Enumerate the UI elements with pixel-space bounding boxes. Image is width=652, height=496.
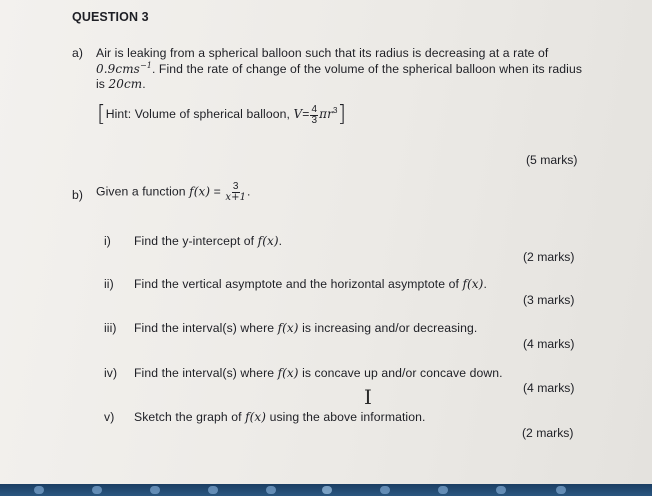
item-v-marks: (2 marks)	[522, 426, 574, 440]
item-v-fx: f(x)	[245, 410, 267, 424]
taskbar-app-icon[interactable]	[266, 486, 276, 494]
function-denominator: x+1	[225, 192, 247, 203]
item-iv-fx: f(x)	[277, 366, 299, 380]
part-a-line3-suffix: .	[142, 77, 146, 91]
text-cursor-icon: I	[364, 385, 372, 409]
taskbar-app-icon[interactable]	[438, 486, 448, 494]
function-numerator: 3	[232, 181, 239, 192]
item-v-post: using the above information.	[266, 410, 426, 424]
item-iv-roman: iv)	[104, 366, 118, 380]
hint-denominator: 3	[311, 114, 318, 126]
part-a-line2-text: . Find the rate of change of the volume of the spherical balloon when its radius	[151, 62, 583, 77]
taskbar-app-icon[interactable]	[556, 486, 566, 494]
taskbar-app-icon[interactable]	[208, 486, 218, 494]
item-iv-marks: (4 marks)	[523, 381, 575, 395]
taskbar	[0, 484, 652, 496]
part-b-eq: =	[210, 184, 225, 199]
item-i-marks: (2 marks)	[523, 250, 575, 264]
item-ii-fx: f(x)	[462, 277, 484, 291]
item-v-pre: Sketch the graph of	[134, 410, 246, 424]
item-iii-roman: iii)	[104, 321, 117, 335]
hint-numerator: 4	[311, 103, 318, 115]
hint-v: V	[293, 107, 303, 122]
item-i-fx: f(x)	[257, 234, 279, 248]
item-i-roman: i)	[104, 234, 111, 248]
item-iv-post: is concave up and/or concave down.	[298, 366, 503, 380]
item-iii-fx: f(x)	[277, 321, 299, 335]
hint-exponent: 3	[332, 106, 338, 116]
hint-text: Hint: Volume of spherical balloon,	[105, 107, 294, 122]
item-ii-post: .	[483, 277, 487, 291]
hint-pi-r: πr	[319, 107, 333, 122]
item-iii-pre: Find the interval(s) where	[134, 321, 278, 335]
part-a-line3-prefix: is	[96, 77, 109, 91]
taskbar-app-icon[interactable]	[34, 486, 44, 494]
part-a-label: a)	[72, 46, 84, 60]
item-ii-roman: ii)	[104, 277, 114, 291]
hint-open-bracket: [	[97, 102, 106, 127]
taskbar-app-icon[interactable]	[322, 486, 332, 494]
item-v-text	[134, 410, 425, 424]
item-i-pre: Find the y-intercept of	[134, 234, 258, 248]
part-b-label: b)	[72, 188, 84, 202]
item-ii-pre: Find the vertical asymptote and the horizontal asymptote of	[134, 277, 463, 291]
taskbar-app-icon[interactable]	[496, 486, 506, 494]
item-iii-marks: (4 marks)	[523, 337, 575, 351]
function-fraction	[225, 182, 246, 203]
item-v-roman: v)	[104, 410, 115, 424]
part-a-marks: (5 marks)	[526, 153, 578, 167]
part-b-fx: f(x)	[189, 184, 211, 199]
part-a-line2	[96, 61, 582, 76]
item-i-post: .	[278, 234, 283, 248]
item-iv-text	[134, 366, 503, 380]
leak-rate: 0.9cms	[96, 62, 140, 77]
item-ii-text	[134, 277, 487, 291]
item-ii-marks: (3 marks)	[523, 293, 575, 307]
item-iii-post: is increasing and/or decreasing.	[298, 321, 478, 335]
part-a-line3	[96, 77, 146, 91]
hint-close-bracket: ]	[337, 102, 347, 127]
taskbar-app-icon[interactable]	[92, 486, 102, 494]
item-i-text	[134, 234, 282, 248]
question-heading: QUESTION 3	[72, 10, 149, 24]
hint-box	[97, 104, 346, 126]
hint-fraction	[310, 105, 318, 126]
part-b-intro-text: Given a function	[96, 184, 190, 199]
item-iii-text	[134, 321, 477, 335]
part-b-intro	[96, 182, 251, 203]
part-a-line1: Air is leaking from a spherical balloon such that its radius is decreasing at a rate of	[96, 46, 549, 60]
item-iv-pre: Find the interval(s) where	[134, 366, 278, 380]
hint-eq: =	[302, 107, 310, 122]
taskbar-app-icon[interactable]	[380, 486, 390, 494]
part-b-end: .	[247, 184, 251, 199]
radius-value: 20cm	[108, 77, 143, 91]
leak-rate-exponent: −1	[139, 61, 152, 70]
taskbar-app-icon[interactable]	[150, 486, 160, 494]
